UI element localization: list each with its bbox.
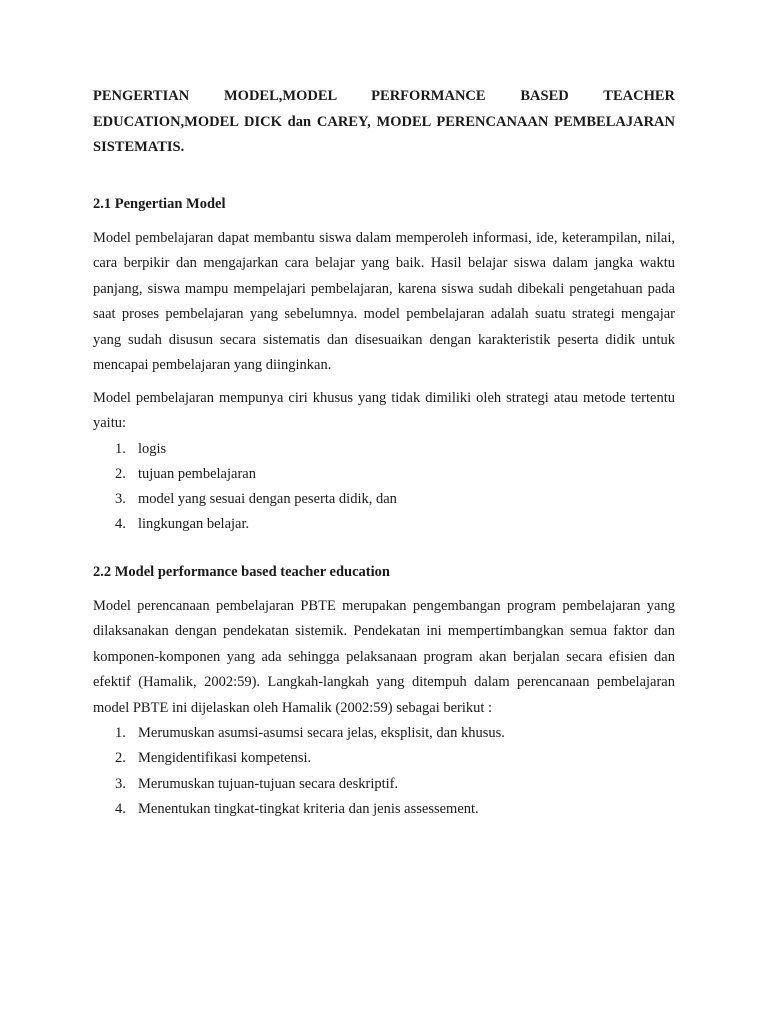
list-number: 2. — [115, 465, 126, 482]
list-item — [93, 462, 675, 487]
list-number: 3. — [115, 775, 126, 792]
list-item-text: tujuan pembelajaran — [138, 465, 256, 482]
paragraph-model-definition: Model pembelajaran dapat membantu siswa dalam memperoleh informasi, ide, keterampilan, nilai, cara berpikir dan mengajarkan cara belajar yang baik. Hasil belajar siswa dalam jangka waktu panjang, siswa mampu mempelajari pembelajaran, karena siswa sudah dibekali pengetahuan pada saat proses pembelajaran yang sebelumnya. model pembelajaran adalah suatu strategi mengajar yang sudah disusun secara sistematis dan disesuaikan dengan karakteristik peserta didik untuk mencapai pembelajaran yang diinginkan. — [93, 229, 675, 373]
list-item — [93, 512, 675, 537]
list-number: 1. — [115, 440, 126, 457]
list-number: 4. — [115, 801, 126, 818]
characteristics-list — [93, 437, 675, 538]
list-item — [93, 797, 675, 822]
list-item-text: Mengidentifikasi kompetensi. — [138, 750, 312, 767]
document-title: PENGERTIAN MODEL,MODEL PERFORMANCE BASED TEACHER EDUCATION,MODEL DICK dan CAREY, MODEL PERENCANAAN PEMBELAJARAN SISTEMATIS. — [93, 88, 675, 155]
list-number: 2. — [115, 750, 126, 767]
list-item — [93, 487, 675, 512]
list-number: 1. — [115, 725, 126, 742]
list-item-text: Menentukan tingkat-tingkat kriteria dan jenis assessement. — [138, 801, 479, 818]
section-heading-pengertian-model: 2.1 Pengertian Model — [93, 195, 226, 212]
list-item — [93, 772, 675, 797]
list-item-text: Merumuskan tujuan-tujuan secara deskriptif. — [138, 775, 399, 792]
list-item — [93, 746, 675, 771]
document-page — [93, 84, 675, 822]
paragraph-model-characteristics: Model pembelajaran mempunya ciri khusus yang tidak dimiliki oleh strategi atau metode tertentu yaitu: — [93, 389, 675, 431]
list-item-text: Merumuskan asumsi-asumsi secara jelas, eksplisit, dan khusus. — [138, 725, 505, 742]
pbte-steps-list — [93, 721, 675, 822]
section-heading-pbte: 2.2 Model performance based teacher education — [93, 563, 390, 580]
paragraph-pbte-description: Model perencanaan pembelajaran PBTE merupakan pengembangan program pembelajaran yang dilaksanakan dengan pendekatan sistemik. Pendekatan ini mempertimbangkan semua faktor dan komponen-komponen yang ada sehingga pelaksanaan program akan berjalan secara efisien dan efektif (Hamalik, 2002:59). Langkah-langkah yang ditempuh dalam perencanaan pembelajaran model PBTE ini dijelaskan oleh Hamalik (2002:59) sebagai berikut : — [93, 597, 675, 716]
list-number: 3. — [115, 491, 126, 508]
list-item-text: lingkungan belajar. — [138, 516, 250, 533]
list-item-text: model yang sesuai dengan peserta didik, dan — [138, 491, 397, 508]
list-item — [93, 437, 675, 462]
list-item — [93, 721, 675, 746]
list-number: 4. — [115, 516, 126, 533]
list-item-text: logis — [138, 440, 167, 457]
